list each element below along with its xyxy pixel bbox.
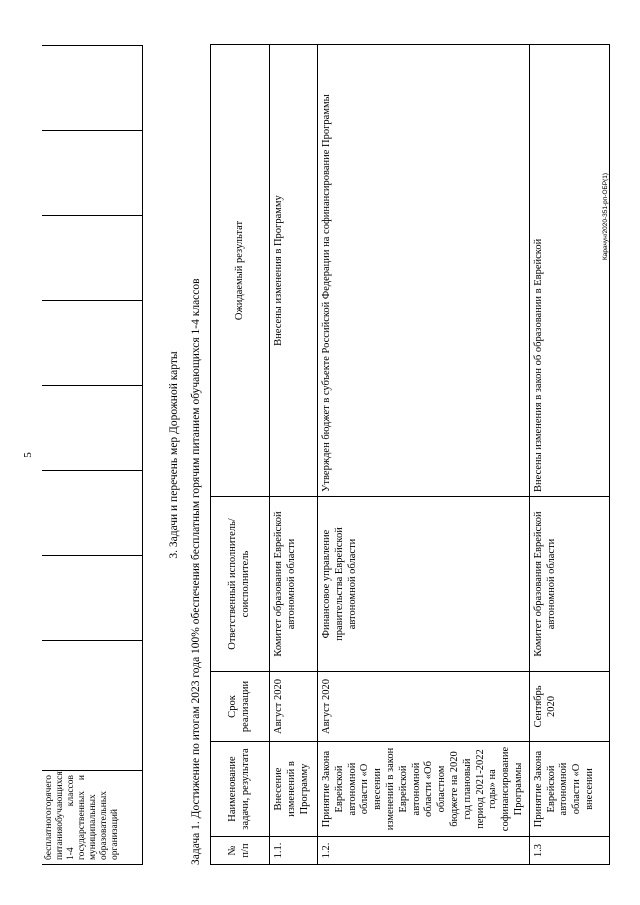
row-responsible: Комитет образования Еврейской автономной области xyxy=(529,497,609,672)
row-name: Принятие Закона Еврейской автономной области «О внесении изменений в закон Еврейской автономной области «Об областном бюджете на 2020 год плановый период 2021-2022 годы» на софинансирование Программы xyxy=(318,742,530,837)
prev-line-3: государственных и xyxy=(76,775,87,860)
previous-table-cell xyxy=(42,130,142,215)
prev-line-4: муниципальных xyxy=(87,794,98,860)
row-term: Август 2020 xyxy=(318,672,530,742)
previous-table-cell xyxy=(42,555,142,640)
header-responsible: Ответственный исполнитель/соисполнитель xyxy=(211,497,270,672)
row-name: Внесение изменений в Программу xyxy=(270,742,318,837)
prev-line-5: образовательных xyxy=(98,791,109,860)
header-name: Наименование задачи, результата xyxy=(211,742,270,837)
previous-table-bottom-border xyxy=(142,45,143,865)
prev-line-6: организаций xyxy=(109,808,120,860)
row-result: Внесены изменения в Программу xyxy=(270,45,318,497)
header-num: № п/п xyxy=(211,837,270,865)
row-num: 1.3 xyxy=(529,837,609,865)
row-responsible: Финансовое управление правительства Еврейской автономной области xyxy=(318,497,530,672)
header-term: Срок реализации xyxy=(211,672,270,742)
table-header-row xyxy=(211,45,270,865)
header-result: Ожидаемый результат xyxy=(211,45,270,497)
prev-line-0: бесплатного горячего xyxy=(44,775,54,860)
previous-table-cell xyxy=(42,385,142,470)
table-row xyxy=(318,45,530,865)
row-num: 1.1. xyxy=(270,837,318,865)
section-title: 3. Задачи и перечень мер Дорожной карты xyxy=(168,351,180,559)
row-responsible: Комитет образования Еврейской автономной области xyxy=(270,497,318,672)
row-result: Утвержден бюджет в субъекте Российской Федерации на софинансирование Программы xyxy=(318,45,530,497)
roadmap-table xyxy=(210,44,610,865)
previous-table-fragment xyxy=(42,45,142,865)
previous-table-cell xyxy=(42,215,142,300)
previous-table-cell xyxy=(42,45,142,130)
table-row xyxy=(270,45,318,865)
previous-table-first-cell xyxy=(42,770,142,865)
prev-line-1: питания обучающихся xyxy=(54,771,65,860)
footer-code: Карачун/2020-351-рп-ОБР(1) xyxy=(602,172,609,260)
row-term: Август 2020 xyxy=(270,672,318,742)
previous-table-cell xyxy=(42,640,142,770)
row-term: Сентябрь 2020 xyxy=(529,672,609,742)
footer-code-container xyxy=(602,60,614,260)
previous-table-cell xyxy=(42,300,142,385)
page-number: 5 xyxy=(22,452,34,458)
rotated-page xyxy=(20,25,620,885)
row-num: 1.2. xyxy=(318,837,530,865)
previous-table-cell xyxy=(42,470,142,555)
prev-line-2: 1-4 классов xyxy=(65,775,76,860)
task-title: Задача 1. Достижение по итогам 2023 года 100% обеспечения бесплатным горячим питанием обучающихся 1-4 классов xyxy=(190,278,202,865)
table-row xyxy=(529,45,609,865)
row-name: Принятие Закона Еврейской автономной области «О внесении xyxy=(529,742,609,837)
row-result: Внесены изменения в закон об образовании в Еврейской xyxy=(529,45,609,497)
